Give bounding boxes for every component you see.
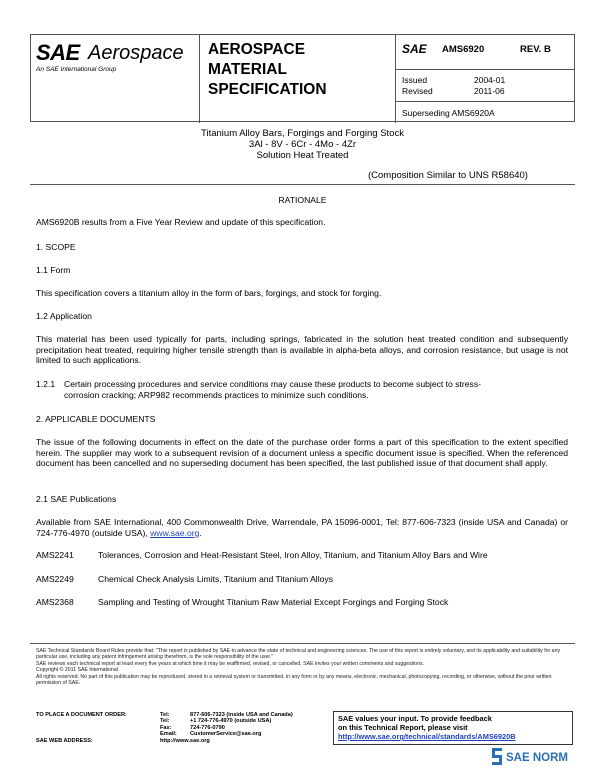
- tel-value: 877-606-7323 (inside USA and Canada): [190, 712, 293, 718]
- paragraph-text-a: Certain processing procedures and service conditions may cause these products to become subject to stress-: [64, 379, 482, 389]
- issued-label: Issued: [402, 75, 428, 85]
- header-row-divider: [395, 69, 575, 70]
- form-text: This specification covers a titanium alloy in the form of bars, forgings, and stock for forging.: [36, 288, 382, 298]
- fax-value: 724-776-0790: [190, 724, 225, 731]
- feedback-box: [333, 711, 573, 745]
- revised-date: 2011-06: [474, 86, 505, 96]
- sae-website-link[interactable]: www.sae.org: [150, 527, 200, 538]
- header-rule: [30, 184, 575, 185]
- title-line-3: SPECIFICATION: [208, 81, 327, 98]
- footer-review-text: SAE reviews each technical report at least every five years at which time it may be reaffirmed, revised, or cancelled. SAE invites your written comments and suggestions.: [36, 660, 424, 667]
- rationale-text: AMS6920B results from a Five Year Review and update of this specification.: [36, 217, 326, 227]
- sae-norm-icon: [490, 744, 570, 770]
- reference-row: [36, 574, 333, 584]
- sae-publications-text: [36, 517, 568, 538]
- subject-line-1: Titanium Alloy Bars, Forgings and Forging Stock: [201, 128, 404, 139]
- subject-title: [30, 128, 575, 161]
- logo-aerospace-text: Aerospace: [88, 42, 184, 64]
- reference-number: AMS2368: [36, 597, 74, 607]
- sae-publications-heading: 2.1 SAE Publications: [36, 494, 117, 504]
- header-row-divider: [395, 101, 575, 102]
- web-label: SAE WEB ADDRESS:: [36, 737, 93, 744]
- reference-number: AMS2241: [36, 550, 74, 560]
- superseding-note: Superseding AMS6920A: [402, 108, 495, 118]
- title-line-1: AEROSPACE: [208, 41, 306, 58]
- title-line-2: MATERIAL: [208, 61, 287, 78]
- logo-subtitle: An SAE International Group: [36, 66, 117, 73]
- application-heading: 1.2 Application: [36, 311, 92, 321]
- issued-date: 2004-01: [474, 75, 506, 85]
- subject-line-2: 3Al - 8V - 6Cr - 4Mo - 4Zr: [248, 139, 357, 150]
- header-divider: [395, 35, 396, 123]
- footer-legal: [36, 648, 568, 686]
- footer-copyright: Copyright © 2011 SAE International: [36, 667, 118, 674]
- tel2-label: Tel:: [160, 718, 170, 725]
- feedback-link[interactable]: http://www.sae.org/technical/standards/AMS6920B: [338, 732, 516, 741]
- form-heading: 1.1 Form: [36, 265, 71, 275]
- paragraph-text-b: corrosion cracking; ARP982 recommends practices to minimize such conditions.: [64, 389, 369, 400]
- document-number: AMS6920: [442, 44, 485, 55]
- sae-mark: SAE: [402, 42, 427, 56]
- feedback-line-2: on this Technical Report, please visit: [338, 723, 468, 732]
- reference-title: Chemical Check Analysis Limits, Titanium and Titanium Alloys: [98, 574, 333, 584]
- document-type-title: [208, 40, 358, 100]
- tel2-value: +1 724-776-4970 (outside USA): [190, 718, 272, 725]
- applicable-documents-text: The issue of the following documents in effect on the date of the purchase order forms a part of this specification to the extent specified herein. The supplier may work to a subsequent revision of a document unless a specific document issue is specified. When the referenced document has been cancelled and no superseding document has been specified, the last published issue of that document shall apply.: [36, 437, 568, 469]
- order-label: TO PLACE A DOCUMENT ORDER:: [36, 712, 127, 718]
- logo-sae-text: SAE: [36, 40, 80, 65]
- revision-label: REV. B: [520, 44, 551, 55]
- reference-row: [36, 550, 488, 560]
- sae-publications-end: .: [199, 527, 202, 538]
- application-text: This material has been used typically for parts, including springs, fabricated in the solution heat treated condition and subsequently precipitation heat treated, requiring higher tensile strength than is available in alpha-beta alloys, and corrosion resistance, but usage is not limited to such applications.: [36, 334, 568, 366]
- footer-rules-text: SAE Technical Standards Board Rules provide that: "This report is published by SAE to advance the state of technical and engineering sciences. The use of this report is entirely voluntary, and its applicability and suitability for any particular use, including any patent infringement arising therefrom, is the sole responsibility of the user.": [36, 648, 561, 661]
- sae-norm-logo: [490, 744, 570, 770]
- paragraph-number: 1.2.1: [36, 379, 56, 389]
- reference-title: Tolerances, Corrosion and Heat-Resistant Steel, Iron Alloy, Titanium, and Titanium Alloy Bars and Wire: [98, 550, 488, 560]
- order-contact: [36, 712, 293, 744]
- subject-line-3: Solution Heat Treated: [256, 150, 349, 161]
- revised-label: Revised: [402, 86, 433, 96]
- reference-title: Sampling and Testing of Wrought Titanium Raw Material Except Forgings and Forging Stock: [98, 597, 449, 607]
- reference-number: AMS2249: [36, 574, 74, 584]
- header-divider: [199, 35, 200, 123]
- email-label: Email:: [160, 731, 177, 738]
- scope-heading: 1. SCOPE: [36, 242, 76, 252]
- feedback-line-1: SAE values your input. To provide feedback: [338, 714, 492, 723]
- fax-label: Fax:: [160, 724, 172, 731]
- composition-note: (Composition Similar to UNS R58640): [368, 170, 528, 181]
- web-value[interactable]: http://www.sae.org: [160, 737, 210, 744]
- sae-publications-body: Available from SAE International, 400 Commonwealth Drive, Warrendale, PA 15096-0001, Tel: 877-606-7323 (inside USA and Canada) or 724-776-4970 (outside USA),: [36, 517, 568, 538]
- paragraph-1-2-1: [36, 379, 568, 400]
- footer-rights-text: All rights reserved. No part of this publication may be reproduced, stored in a retrieval system or transmitted, in any form or by any means, electronic, mechanical, photocopying, recording, or otherwise, without the prior written permission of SAE.: [36, 673, 552, 687]
- tel-label: Tel:: [160, 712, 170, 718]
- rationale-heading: RATIONALE: [278, 195, 327, 205]
- norm-logo-text: SAE NORM: [506, 752, 568, 764]
- email-value[interactable]: CustomerService@sae.org: [190, 731, 262, 738]
- applicable-documents-heading: 2. APPLICABLE DOCUMENTS: [36, 414, 156, 424]
- footer-rule: [30, 643, 575, 644]
- reference-row: [36, 597, 448, 607]
